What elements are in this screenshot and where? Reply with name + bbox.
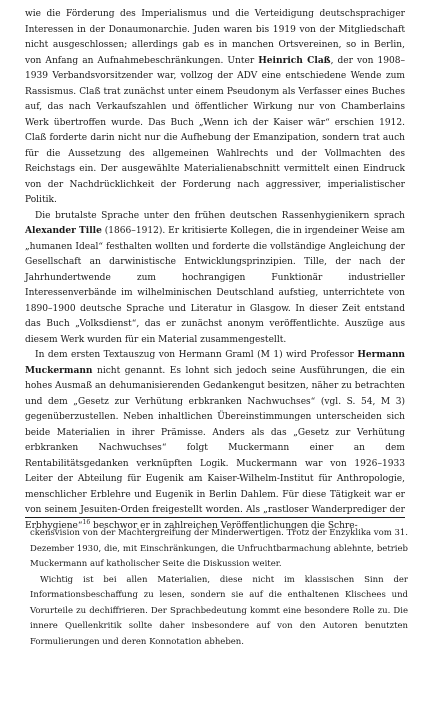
name-alexander-tille: Alexander Tille: [25, 226, 102, 236]
text-run: beschwor er in zahlreichen Veröffentlichungen die Schre-: [90, 520, 358, 531]
column-rule: [25, 517, 405, 518]
main-text: [25, 7, 405, 534]
footnote-marker: 16: [82, 518, 91, 526]
text-run: nicht genannt. Es lohnt sich jedoch seine Ausführungen, die ein hohes Ausmaß an dehumanisierenden Gedankengut besitzen, näher zu betrachten und dem „Gesetz zur Verhütung erbkranken Nachwuchses“ (vgl. S. 54, M 3) gegenüberzustellen. Neben inhaltlichen Übereinstimmungen unterscheiden sich beide Materialien in ihrer Prämisse. Anders als das „Gesetz zur Verhütung erbkranken Nachwuchses“ folgt Muckermann einer an dem Rentabilitätsgedanken verknüpften Logik. Muckermann war von 1926–1933 Leiter der Abteilung für Eugenik am Kaiser-Wilhelm-Institut für Anthropologie, menschlicher Erblehre und Eugenik in Berlin Dahlem. Für diese Tätigkeit war er von seinem Jesuiten-Orden freigestellt worden. Als „rastloser Wanderprediger der Erbhygiene“: [25, 365, 405, 531]
continuation-text: [30, 526, 408, 650]
paragraph-muckermann: [25, 348, 405, 534]
paragraph-tille: [25, 209, 405, 349]
text-run: wie die Förderung des Imperialismus und die Verteidigung deutschsprachiger Interessen in der Donaumonarchie. Juden waren bis 1919 von der Mitgliedschaft nicht ausgeschlossen; allerdings gab es in manchen Ortsvereinen, so in Berlin, von Anfang an Aufnahmebeschränkungen. Unter: [25, 9, 405, 66]
paragraph-source-critique: Wichtig ist bei allen Materialien, diese nicht im klassischen Sinn der Informationsbeschaffung zu lesen, sondern sie auf die enthaltenen Klischees und Vorurteile zu dechiffrieren. Der Sprachbedeutung kommt eine besondere Rolle zu. Die innere Quellenkritik sollte daher insbesondere auf von den Autoren benutzten Formulierungen und deren Konnotation abheben.: [30, 574, 408, 647]
text-run: In dem ersten Textauszug von Hermann Graml (M 1) wird Professor: [35, 350, 358, 360]
paragraph-continuation: ckensvision von der Machtergreifung der Minderwertigen. Trotz der Enzyklika vom 31. Dezember 1930, die, mit Einschränkungen, die Unfruchtbarmachung ablehnte, betrieb Muckermann auf katholischer Seite die Diskussion weiter.: [30, 528, 408, 569]
text-run: Die brutalste Sprache unter den frühen deutschen Rassenhygienikern sprach: [35, 210, 405, 221]
paragraph-adv: [25, 7, 405, 209]
text-run: (1866–1912). Er kritisierte Kollegen, die in irgendeiner Weise am „humanen Ideal“ festhalten wollten und forderte die vollständige Angleichung der Gesellschaft an darwinistische Entwicklungsprinzipien. Tille, der nach der Jahrhundertwende zum hochrangigen Funktionär industrieller Interessenverbände im wilhelminischen Deutschland aufstieg, unterrichtete von 1890–1900 deutsche Sprache und Literatur in Glasgow. In dieser Zeit entstand das Buch „Volksdienst“, das er zunächst anonym veröffentlichte. Auszüge aus diesem Werk wurden für ein Material zusammengestellt.: [25, 226, 405, 345]
text-run: , der von 1908–1939 Verbandsvorsitzender war, vollzog der ADV eine entschiedene Wende zum Rassismus. Claß trat zunächst unter einem Pseudonym als Verfasser eines Buches auf, das nach Verkaufszahlen und öffentlicher Wirkung nur von Chamberlains Werk übertroffen wurde. Das Buch „Wenn ich der Kaiser wär“ erschien 1912. Claß forderte darin nicht nur die Aufhebung der Emanzipation, sondern trat auch für die Aussetzung des allgemeinen Wahlrechts und der Vollmachten des Reichstags ein. Der ausgewählte Materialienabschnitt vermittelt einen Eindruck von der Nachdrücklichkeit der Forderung nach aggressiver, imperialistischer Politik.: [25, 55, 405, 205]
name-heinrich-class: Heinrich Claß: [258, 55, 331, 66]
name-hermann-muckermann: Hermann Muckermann: [25, 350, 405, 376]
